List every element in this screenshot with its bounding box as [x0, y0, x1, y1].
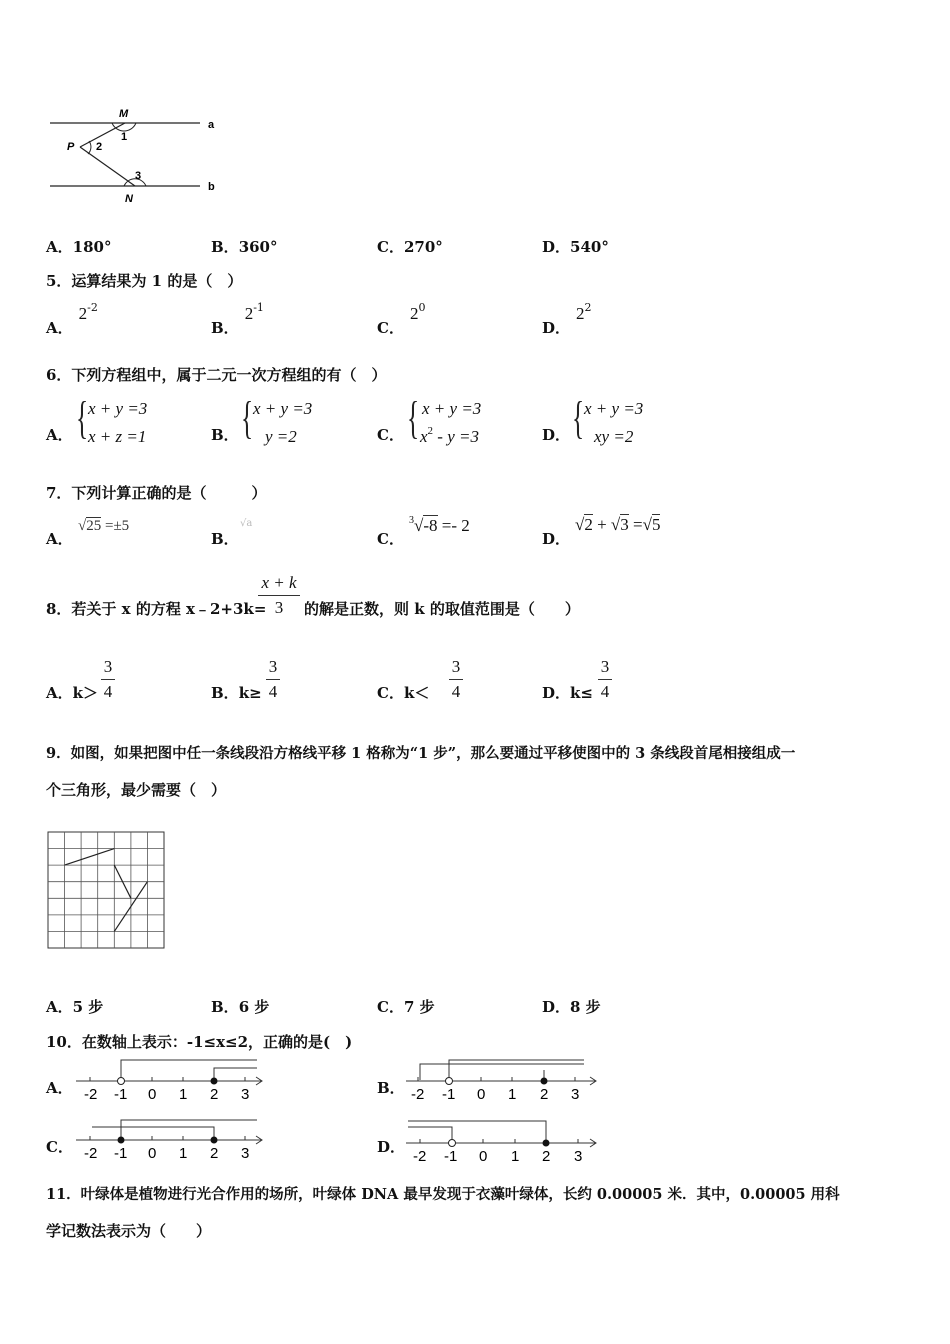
grid-figure	[46, 830, 168, 950]
q7-option-b-label[interactable]: B．	[211, 530, 239, 548]
label-M: M	[119, 108, 129, 120]
q8-option-c[interactable]: C．k＜	[377, 684, 430, 702]
number-line-a	[72, 1056, 272, 1106]
q4-option-a[interactable]: A．180°	[46, 238, 112, 256]
q7-stem: 7．下列计算正确的是（ ）	[46, 484, 267, 502]
q5-option-b[interactable]: B．$2^{-1}$	[211, 301, 264, 337]
angle-2: 2	[96, 141, 103, 153]
q8-a-fraction: 3 4	[101, 656, 115, 703]
svg-text:-1: -1	[114, 1086, 128, 1103]
brace-icon: {	[572, 392, 585, 443]
svg-text:2: 2	[210, 1086, 219, 1103]
svg-text:2: 2	[542, 1148, 551, 1165]
q11-stem-line1: 11．叶绿体是植物进行光合作用的场所，叶绿体 DNA 最早发现于衣藻叶绿体，长约 0.00005 米．其中，0.00005 用科	[46, 1186, 840, 1203]
brace-icon: {	[76, 392, 89, 443]
q6-a-line1: x + y =3	[88, 399, 148, 418]
angle-1: 1	[121, 131, 128, 143]
q8-option-d[interactable]: D．k≤	[542, 684, 593, 702]
svg-text:2: 2	[540, 1086, 549, 1103]
q6-a-line2: x + z =1	[88, 427, 147, 446]
q10-option-d-label[interactable]: D．	[377, 1138, 406, 1156]
q8-c-fraction: 3 4	[449, 656, 463, 703]
angle-3: 3	[135, 170, 142, 182]
q6-option-b-label[interactable]: B．	[211, 426, 239, 444]
q6-b-line1: x + y =3	[253, 399, 313, 418]
q5-stem: 5．运算结果为 1 的是（ ）	[46, 272, 243, 290]
q7-b-faded-expr: √a	[240, 518, 253, 529]
svg-text:0: 0	[477, 1086, 486, 1103]
svg-text:-2: -2	[84, 1086, 98, 1103]
q10-option-c-label[interactable]: C．	[46, 1138, 73, 1156]
q9-option-d[interactable]: D．8 步	[542, 998, 601, 1016]
number-line-d	[402, 1115, 602, 1165]
svg-text:-2: -2	[413, 1148, 427, 1165]
q10-stem: 10．在数轴上表示：-1≤x≤2，正确的是( )	[46, 1033, 353, 1051]
q5-option-d[interactable]: D．$2^2$	[542, 301, 592, 337]
q8-stem-pre: 8．若关于 x 的方程 x﹣2+3k=	[46, 600, 267, 618]
q9-stem-line1: 9．如图，如果把图中任一条线段沿方格线平移 1 格称为“1 步”，那么要通过平移使图中的 3 条线段首尾相接组成一	[46, 745, 796, 762]
q4-option-c[interactable]: C．270°	[377, 238, 443, 256]
q8-stem-post: 的解是正数，则 k 的取值范围是（ ）	[304, 600, 580, 618]
q7-option-d-label[interactable]: D．	[542, 530, 571, 548]
q6-option-c-label[interactable]: C．	[377, 426, 404, 444]
svg-text:1: 1	[508, 1086, 517, 1103]
label-N: N	[125, 193, 133, 205]
svg-text:3: 3	[241, 1145, 250, 1162]
svg-text:-2: -2	[411, 1086, 425, 1103]
svg-text:1: 1	[511, 1148, 520, 1165]
q9-option-c[interactable]: C．7 步	[377, 998, 435, 1016]
q8-d-fraction: 3 4	[598, 656, 612, 703]
svg-text:0: 0	[479, 1148, 488, 1165]
q8-fraction: x + k 3	[258, 572, 300, 619]
svg-text:-1: -1	[444, 1148, 458, 1165]
svg-text:0: 0	[148, 1086, 157, 1103]
svg-text:2: 2	[210, 1145, 219, 1162]
q7-option-a-label[interactable]: A．	[46, 530, 73, 548]
parallel-lines-figure	[40, 100, 230, 210]
label-b: b	[208, 181, 215, 193]
q9-option-b[interactable]: B．6 步	[211, 998, 270, 1016]
svg-text:-1: -1	[442, 1086, 456, 1103]
svg-text:3: 3	[571, 1086, 580, 1103]
q4-option-b[interactable]: B．360°	[211, 238, 278, 256]
q11-stem-line2: 学记数法表示为（ ）	[46, 1222, 212, 1240]
q7-c-expr: $^3$√-8 =- 2	[409, 515, 470, 535]
q7-option-c-label[interactable]: C．	[377, 530, 404, 548]
q9-option-a[interactable]: A．5 步	[46, 998, 104, 1016]
label-a: a	[208, 119, 215, 131]
q10-option-a-label[interactable]: A．	[46, 1079, 73, 1097]
q7-a-expr: √25 =±5	[78, 518, 130, 534]
svg-text:3: 3	[574, 1148, 583, 1165]
brace-icon: {	[407, 392, 420, 443]
q6-c-line2: $x^2 - y =3$	[420, 425, 479, 446]
svg-text:-1: -1	[114, 1145, 128, 1162]
q5-option-a[interactable]: A．$2^{-2}$	[46, 301, 98, 337]
q10-option-b-label[interactable]: B．	[377, 1079, 405, 1097]
q6-c-line1: x + y =3	[422, 399, 482, 418]
number-line-c	[72, 1115, 272, 1165]
q6-d-line2: xy =2	[594, 427, 634, 446]
q6-stem: 6．下列方程组中，属于二元一次方程组的有（ ）	[46, 366, 387, 384]
svg-text:3: 3	[241, 1086, 250, 1103]
q5-option-c[interactable]: C．$2^0$	[377, 301, 426, 337]
brace-icon: {	[241, 392, 254, 443]
label-P: P	[67, 141, 75, 153]
number-line-b	[402, 1056, 602, 1106]
q8-option-b[interactable]: B．k≥	[211, 684, 262, 702]
q6-option-d-label[interactable]: D．	[542, 426, 571, 444]
q9-stem-line2: 个三角形，最少需要（ ）	[46, 781, 227, 799]
q7-d-expr: √2 + √3 =√5	[575, 515, 661, 534]
svg-text:1: 1	[179, 1145, 188, 1162]
svg-text:1: 1	[179, 1086, 188, 1103]
svg-text:-2: -2	[84, 1145, 98, 1162]
q6-d-line1: x + y =3	[584, 399, 644, 418]
q6-b-line2: y =2	[265, 427, 297, 446]
q6-option-a-label[interactable]: A．	[46, 426, 73, 444]
q8-option-a[interactable]: A．k＞	[46, 684, 99, 702]
q8-b-fraction: 3 4	[266, 656, 280, 703]
q4-option-d[interactable]: D．540°	[542, 238, 609, 256]
svg-text:0: 0	[148, 1145, 157, 1162]
